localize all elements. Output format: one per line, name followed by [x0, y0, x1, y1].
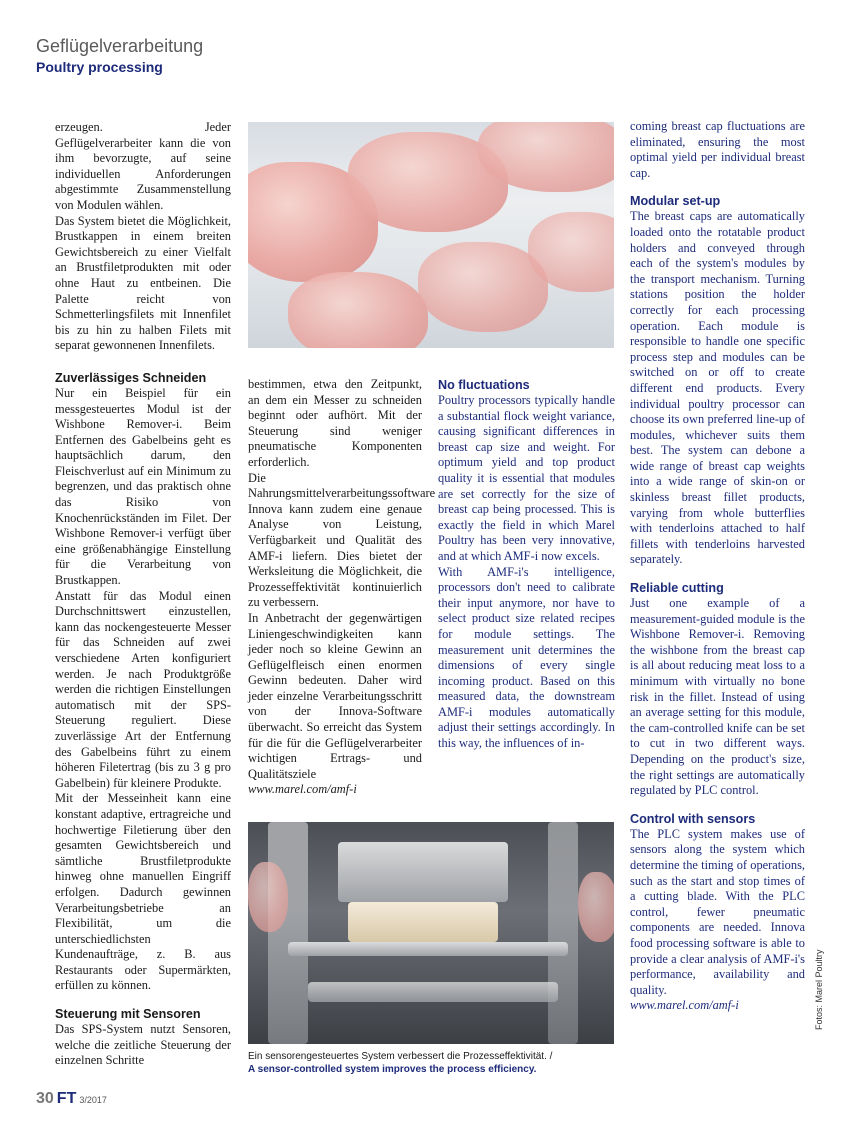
paragraph: erzeugen. Jeder Geflügelverarbeiter kann die von ihm bevorzugte, auf seine individuellen Anforderungen abgestimmte Zusammenstellung von Modulen wählen. — [55, 120, 231, 212]
section-title-en: Poultry processing — [36, 59, 163, 75]
magazine-logo: FT — [56, 1090, 77, 1107]
photo-credit: Fotos: Marel Poultry — [814, 949, 824, 1030]
caption-de: Ein sensorengesteuertes System verbessert die Prozesseffektivität. / — [248, 1051, 553, 1062]
subheading: Steuerung mit Sensoren — [55, 1007, 201, 1022]
column-4 — [630, 119, 805, 1014]
paragraph: With AMF-i's intelligence, processors don't need to calibrate their input anymore, nor have to select product size related recipes for module settings. The measurement unit determines the dimensions of every single incoming product. Based on this measured data, the downstream AMF-i modules automatically adjust their settings accordingly. In this way, the influences of in- — [438, 564, 615, 751]
issue-label: 3/2017 — [79, 1095, 107, 1105]
subheading: Modular set-up — [630, 194, 721, 209]
caption-en: A sensor-controlled system improves the process efficiency. — [248, 1064, 537, 1075]
column-1 — [55, 120, 231, 1069]
footer — [36, 1090, 107, 1108]
paragraph: Das SPS-System nutzt Sensoren, welche die zeitliche Steuerung der einzelnen Schritte — [55, 1022, 231, 1068]
paragraph: Mit der Messeinheit kann eine konstant adaptive, ertragreiche und hochwertige Filetierung über den gesamten Gewichtsbereich und sämtliche Brustfiletprodukte hinweg ohne manuellen Eingriff erfolgen. Dadurch gewinnen Verarbeitungsbetriebe an Flexibilität, um die unterschiedlichsten Kundenaufträge, z. B. aus Restaurants oder Supermärkten, erfüllen zu können. — [55, 791, 231, 993]
photo-processing-machine — [248, 822, 614, 1044]
paragraph: Just one example of a measurement-guided module is the Wishbone Remover-i. Removing the wishbone from the breast cap is all about reducing meat loss to a minimum with virtually no bone risk in the fillet. Instead of using an average setting for this module, the cam-controlled knife can be set to cut in two different ways. Depending on the product's size, the right settings are automatically regulated by PLC control. — [630, 596, 805, 798]
section-title-de: Geflügelverarbeitung — [36, 36, 204, 56]
photo-breast-caps — [248, 122, 614, 348]
paragraph: bestimmen, etwa den Zeitpunkt, an dem ein Messer zu schneiden beginnt oder aufhört. Mit der Steuerung sind weniger pneumatische Komponenten erforderlich. — [248, 377, 422, 469]
column-2 — [248, 377, 436, 798]
link-marel-en[interactable]: www.marel.com/amf-i — [630, 998, 739, 1013]
paragraph: Anstatt für das Modul einen Durchschnittswert einzustellen, kann das nockengesteuerte Messer für das Schneiden auf zwei verschiedene Arten konfiguriert werden. Je nach Produktgröße werden die richtigen Einstellungen automatisch mit der SPS-Steuerung reguliert. Diese zuverlässige Art der Entfernung des Gabelbeins führt zu einem höheren Filetertrag (bis zu 3 g pro Gabelbein) für kleinere Produkte. — [55, 588, 231, 790]
paragraph: Nur ein Beispiel für ein messgesteuertes Modul ist der Wishbone Remover-i. Beim Entfernen des Gabelbeins geht es hauptsächlich darum, den Fleischverlust auf ein Minimum zu begrenzen, und das praktisch ohne das Risiko von Knochenrückständen im Filet. Der Wishbone Remover-i verfügt über eine größenabhängige Einstellung für die Verarbeitung von Brustkappen. — [55, 385, 231, 588]
paragraph: The PLC system makes use of sensors along the system which determine the timing of operations, such as the start and stop times of a cutting blade. With the PLC control, fewer pneumatic components are needed. Innova food processing software is able to provide a clear analysis of AMF-i's performance, availability and quality. — [630, 826, 805, 997]
paragraph: Poultry processors typically handle a substantial flock weight variance, causing significant differences in breast cap size and weight. For optimum yield and top product quality it is essential that modules are set correctly for the size of breast cap being processed. This is exactly the field in which Marel Poultry has been very innovative, and at which AMF-i now excels. — [438, 393, 615, 563]
subheading: Control with sensors — [630, 811, 756, 826]
paragraph: Die Nahrungsmittelverarbeitungssoftware Innova kann zudem eine genaue Analyse von Leistung, Verfügbarkeit und Qualität des AMF-i liefern. Dies bietet der Werksleitung die Möglichkeit, die Prozesseffektivität kontinuierlich zu verbessern. — [248, 470, 436, 610]
subheading: Zuverlässiges Schneiden — [55, 370, 207, 385]
subheading: No fluctuations — [438, 378, 530, 392]
paragraph: The breast caps are automatically loaded onto the rotatable product holders and conveyed through each of the system's modules by the transport mechanism. Turning stations position the holder correctly for each processing operation. Each module is responsible to handle one specific process step and modules can be switched on or off to create different end products. Every individual poultry processor can choose its own preferred line-up of modules, whichever suits them best. The system can debone a wide range of breast cap weights into a wide range of skin-on or skinless breast fillet products, varying from whole butterflies with tenderloins attached to half fillets with tenderloins harvested separately. — [630, 209, 805, 567]
paragraph: Das System bietet die Möglichkeit, Brustkappen in einem breiten Gewichtsbereich zu einer Vielfalt an Brustfiletprodukten mit oder ohne Haut zu entbeinen. Die Palette reicht von Schmetterlingsfilets mit Innenfilet bis zu hin zu halben Filets mit separat gewonnenen Innenfilets. — [55, 213, 231, 353]
paragraph: coming breast cap fluctuations are eliminated, ensuring the most optimal yield per individual breast cap. — [630, 119, 805, 180]
column-3 — [438, 377, 615, 752]
paragraph: In Anbetracht der gegenwärtigen Liniengeschwindigkeiten kann jeder noch so kleine Gewinn an Geflügelfleisch einen enormen Gewinn bedeuten. Daher wird jeder einzelne Verarbeitungsschritt von der Innova-Software überwacht. So erreicht das System für die für die Geflügelverarbeiter wichtigen Ertrags- und Qualitätsziele — [248, 610, 422, 781]
link-marel-de[interactable]: www.marel.com/amf-i — [248, 782, 357, 797]
subheading: Reliable cutting — [630, 581, 724, 596]
photo-caption — [248, 1050, 618, 1076]
page-number: 30 — [36, 1090, 54, 1107]
